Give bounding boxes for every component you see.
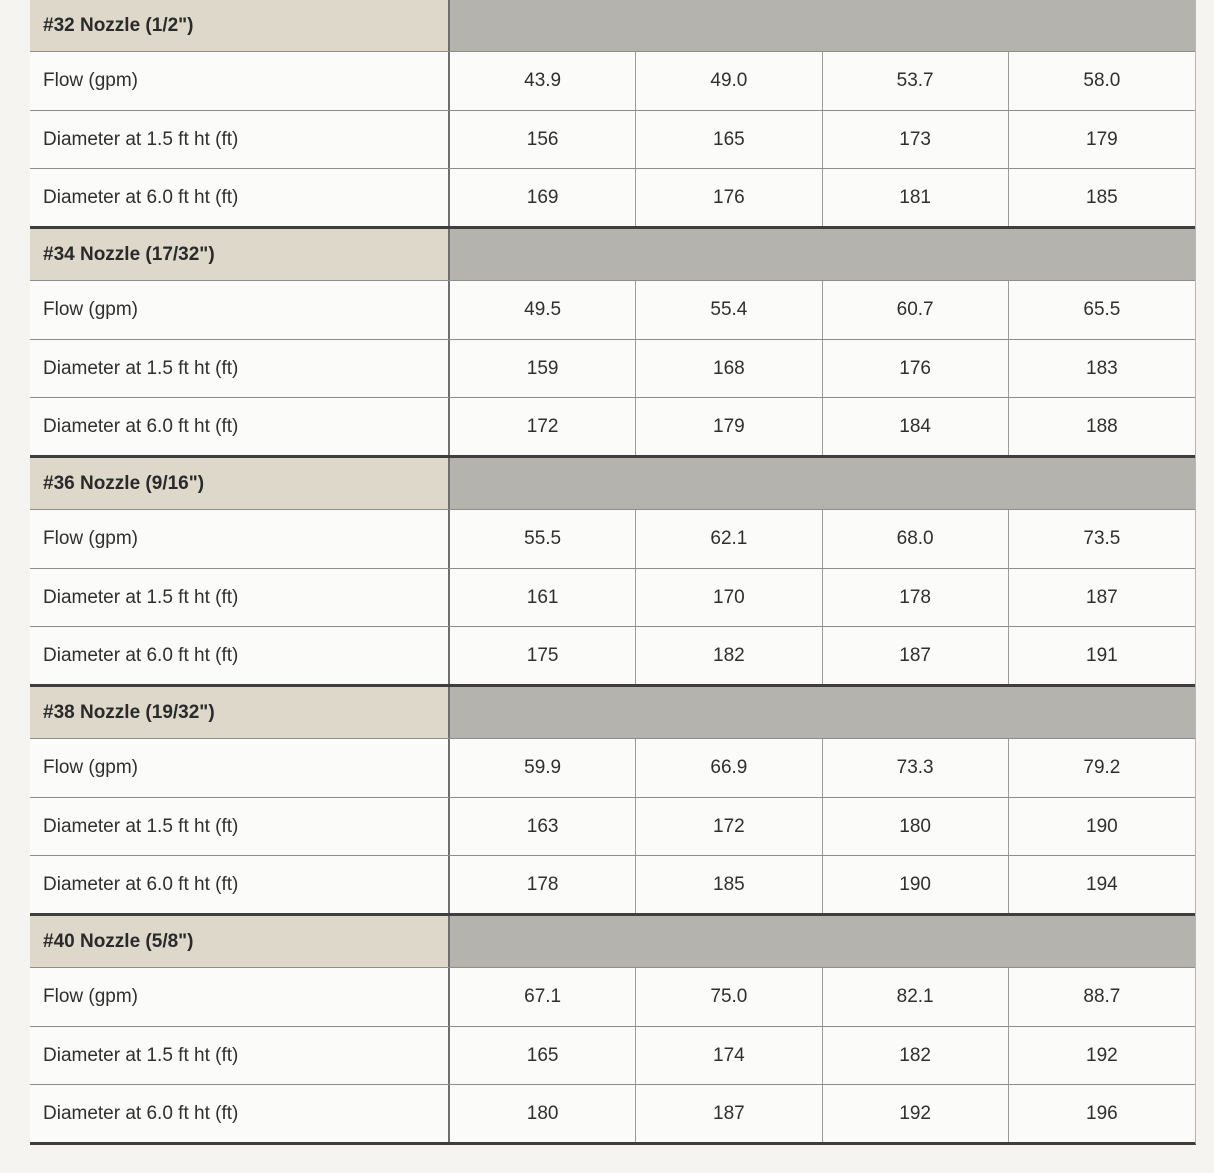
row-label-cell: Diameter at 1.5 ft ht (ft): [30, 340, 450, 397]
table-row: [30, 568, 1195, 626]
value-cell: 180: [450, 1085, 636, 1142]
nozzle-section: [30, 0, 1195, 226]
value-cell: 182: [823, 1027, 1009, 1084]
section-header-title: #40 Nozzle (5/8"): [30, 916, 450, 967]
value-cell: 196: [1009, 1085, 1195, 1142]
value-cell: 176: [636, 169, 822, 226]
section-header-filler: [450, 229, 1195, 280]
value-cell: 169: [450, 169, 636, 226]
value-cell: 170: [636, 569, 822, 626]
section-header-filler: [450, 916, 1195, 967]
value-cell: 182: [636, 627, 822, 684]
row-label-cell: Diameter at 1.5 ft ht (ft): [30, 1027, 450, 1084]
value-cell: 75.0: [636, 968, 822, 1026]
row-label-cell: Diameter at 1.5 ft ht (ft): [30, 569, 450, 626]
value-cell: 43.9: [450, 52, 636, 110]
value-cell: 178: [823, 569, 1009, 626]
value-cell: 53.7: [823, 52, 1009, 110]
value-cell: 73.3: [823, 739, 1009, 797]
value-cell: 156: [450, 111, 636, 168]
section-header-filler: [450, 687, 1195, 738]
section-header-row: [30, 229, 1195, 281]
value-cell: 79.2: [1009, 739, 1195, 797]
value-cell: 68.0: [823, 510, 1009, 568]
value-cell: 187: [636, 1085, 822, 1142]
value-cell: 49.5: [450, 281, 636, 339]
nozzle-section: [30, 684, 1195, 913]
section-header-row: [30, 916, 1195, 968]
value-cell: 181: [823, 169, 1009, 226]
value-cell: 192: [823, 1085, 1009, 1142]
value-cell: 55.4: [636, 281, 822, 339]
row-label-cell: Flow (gpm): [30, 52, 450, 110]
value-cell: 192: [1009, 1027, 1195, 1084]
table-row: [30, 52, 1195, 110]
value-cell: 55.5: [450, 510, 636, 568]
table-row: [30, 281, 1195, 339]
row-label-cell: Diameter at 6.0 ft ht (ft): [30, 398, 450, 455]
table-row: [30, 168, 1195, 226]
section-header-title: #38 Nozzle (19/32"): [30, 687, 450, 738]
nozzle-section: [30, 455, 1195, 684]
value-cell: 59.9: [450, 739, 636, 797]
section-header-title: #34 Nozzle (17/32"): [30, 229, 450, 280]
section-header-title: #32 Nozzle (1/2"): [30, 0, 450, 51]
table-row: [30, 626, 1195, 684]
value-cell: 163: [450, 798, 636, 855]
value-cell: 185: [636, 856, 822, 913]
value-cell: 172: [636, 798, 822, 855]
value-cell: 161: [450, 569, 636, 626]
table-row: [30, 797, 1195, 855]
value-cell: 180: [823, 798, 1009, 855]
value-cell: 179: [636, 398, 822, 455]
section-header-row: [30, 0, 1195, 52]
value-cell: 176: [823, 340, 1009, 397]
row-label-cell: Flow (gpm): [30, 968, 450, 1026]
value-cell: 178: [450, 856, 636, 913]
section-header-row: [30, 458, 1195, 510]
value-cell: 191: [1009, 627, 1195, 684]
value-cell: 49.0: [636, 52, 822, 110]
value-cell: 194: [1009, 856, 1195, 913]
row-label-cell: Diameter at 1.5 ft ht (ft): [30, 111, 450, 168]
value-cell: 67.1: [450, 968, 636, 1026]
value-cell: 88.7: [1009, 968, 1195, 1026]
value-cell: 168: [636, 340, 822, 397]
nozzle-section: [30, 913, 1195, 1142]
value-cell: 184: [823, 398, 1009, 455]
table-row: [30, 1026, 1195, 1084]
table-row: [30, 110, 1195, 168]
value-cell: 183: [1009, 340, 1195, 397]
section-header-title: #36 Nozzle (9/16"): [30, 458, 450, 509]
value-cell: 175: [450, 627, 636, 684]
value-cell: 66.9: [636, 739, 822, 797]
row-label-cell: Flow (gpm): [30, 510, 450, 568]
value-cell: 82.1: [823, 968, 1009, 1026]
table-row: [30, 510, 1195, 568]
value-cell: 187: [1009, 569, 1195, 626]
section-header-filler: [450, 0, 1195, 51]
table-row: [30, 339, 1195, 397]
value-cell: 190: [1009, 798, 1195, 855]
value-cell: 165: [450, 1027, 636, 1084]
value-cell: 172: [450, 398, 636, 455]
row-label-cell: Diameter at 6.0 ft ht (ft): [30, 627, 450, 684]
row-label-cell: Flow (gpm): [30, 281, 450, 339]
value-cell: 58.0: [1009, 52, 1195, 110]
value-cell: 62.1: [636, 510, 822, 568]
value-cell: 65.5: [1009, 281, 1195, 339]
row-label-cell: Diameter at 1.5 ft ht (ft): [30, 798, 450, 855]
row-label-cell: Diameter at 6.0 ft ht (ft): [30, 1085, 450, 1142]
table-row: [30, 397, 1195, 455]
value-cell: 190: [823, 856, 1009, 913]
value-cell: 60.7: [823, 281, 1009, 339]
value-cell: 187: [823, 627, 1009, 684]
value-cell: 179: [1009, 111, 1195, 168]
row-label-cell: Flow (gpm): [30, 739, 450, 797]
section-header-filler: [450, 458, 1195, 509]
value-cell: 174: [636, 1027, 822, 1084]
nozzle-section: [30, 226, 1195, 455]
section-header-row: [30, 687, 1195, 739]
value-cell: 165: [636, 111, 822, 168]
row-label-cell: Diameter at 6.0 ft ht (ft): [30, 169, 450, 226]
value-cell: 159: [450, 340, 636, 397]
value-cell: 73.5: [1009, 510, 1195, 568]
table-row: [30, 968, 1195, 1026]
nozzle-performance-table: [30, 0, 1196, 1145]
value-cell: 188: [1009, 398, 1195, 455]
value-cell: 173: [823, 111, 1009, 168]
value-cell: 185: [1009, 169, 1195, 226]
table-row: [30, 855, 1195, 913]
table-row: [30, 1084, 1195, 1142]
table-row: [30, 739, 1195, 797]
row-label-cell: Diameter at 6.0 ft ht (ft): [30, 856, 450, 913]
